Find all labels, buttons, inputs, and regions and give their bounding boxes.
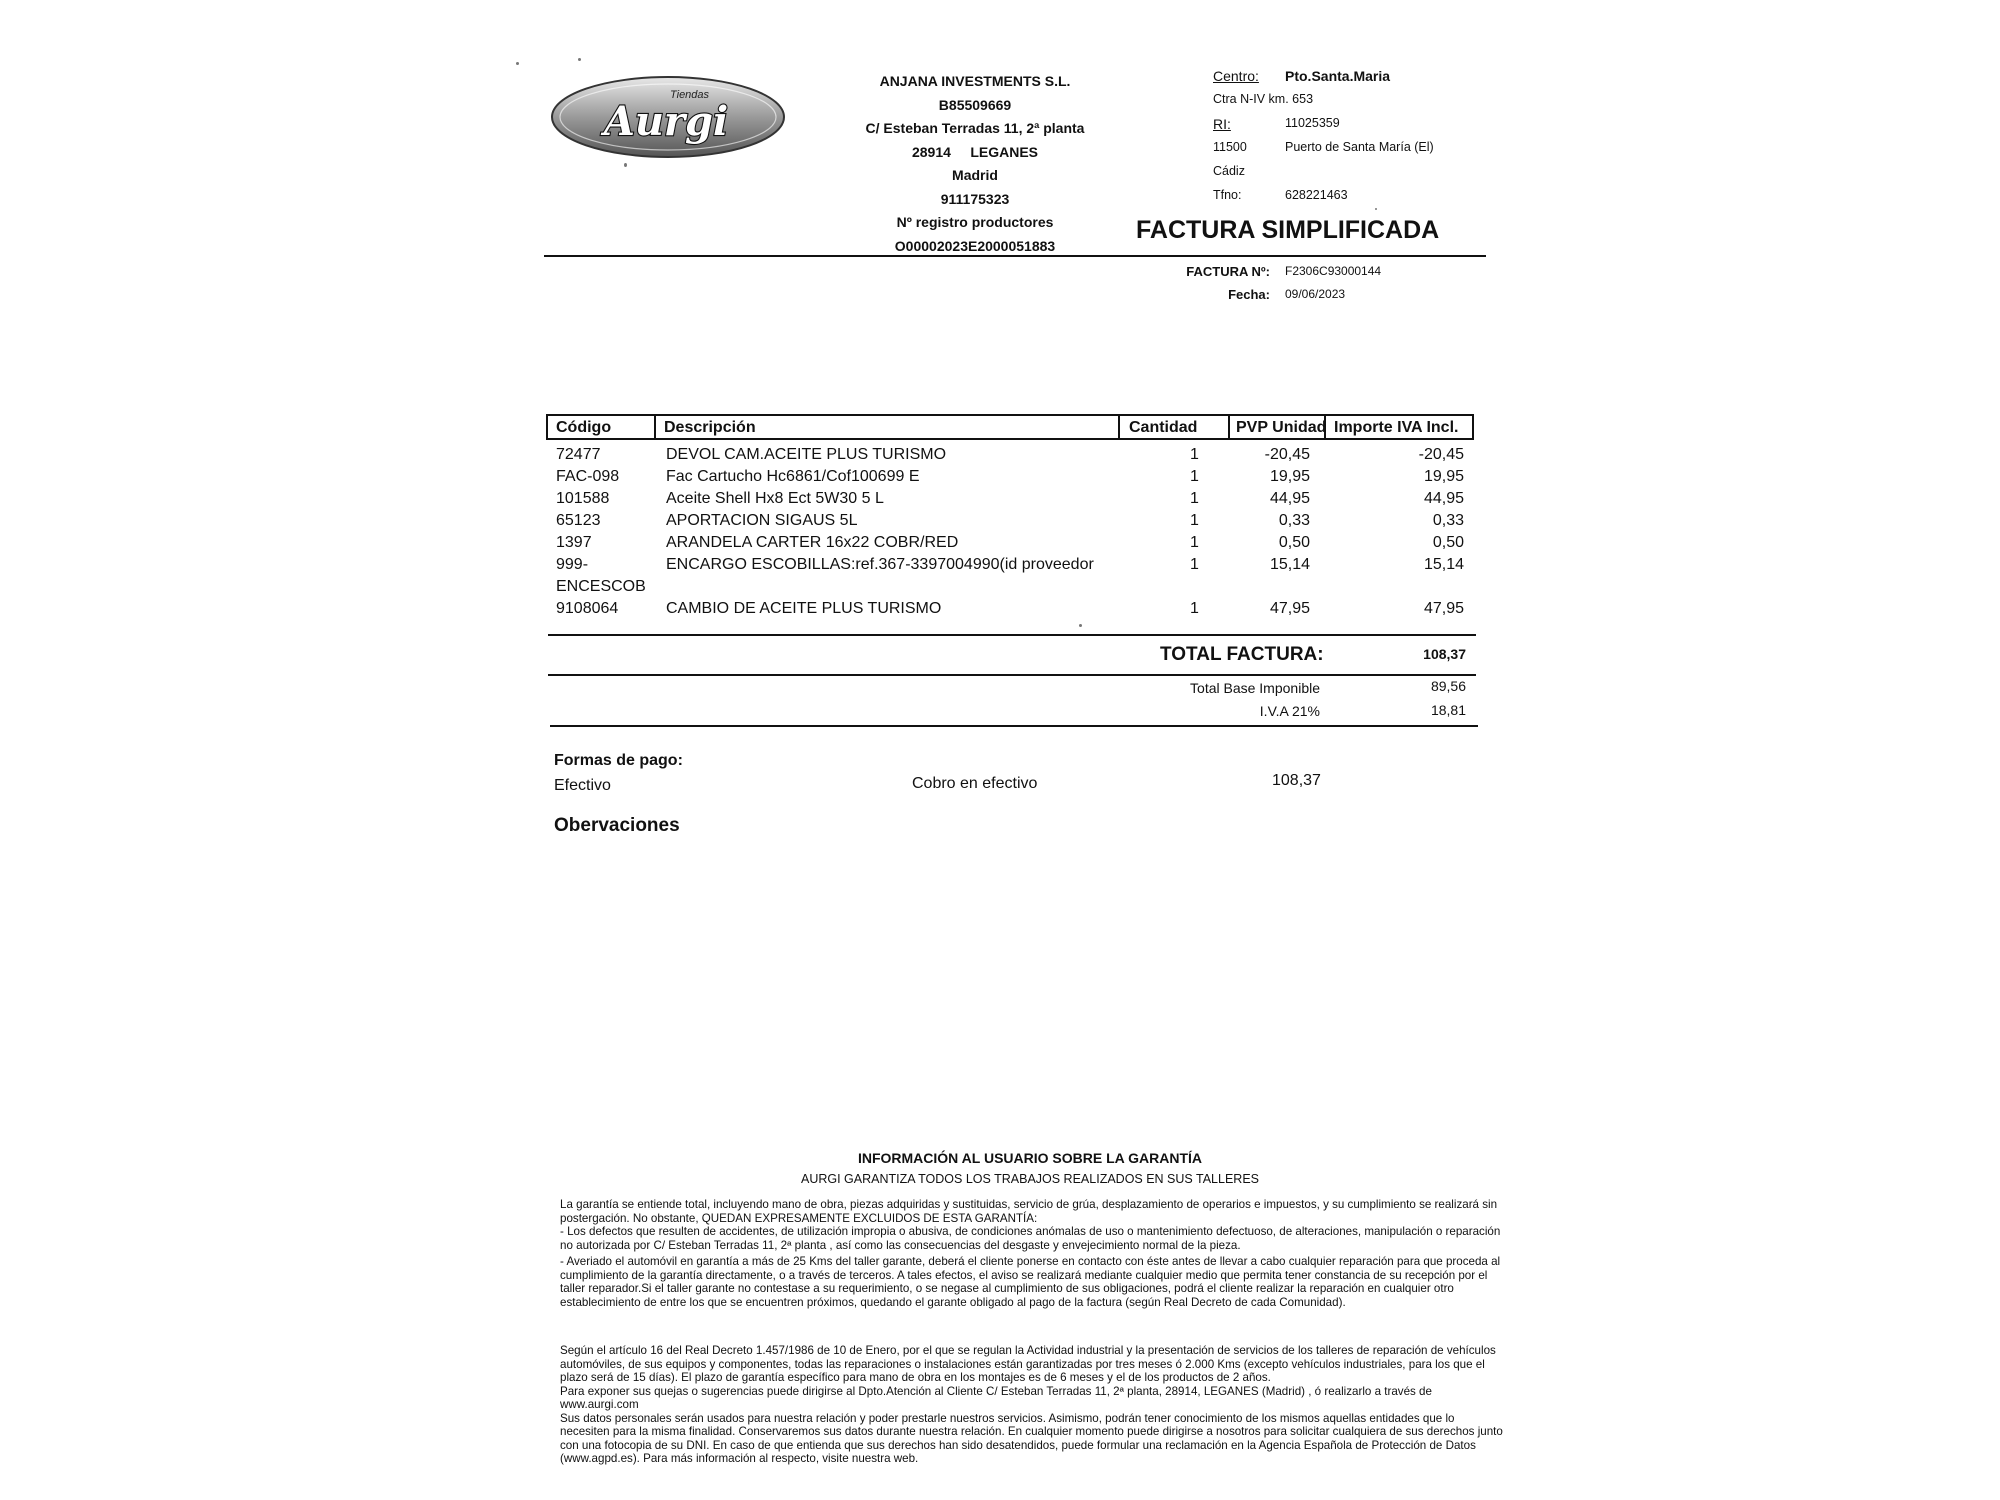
header-description: Descripción xyxy=(664,419,756,436)
centre-road: Ctra N-IV km. 653 xyxy=(1213,92,1314,106)
registry-number: O00002023E2000051883 xyxy=(894,237,1056,254)
row-description: ENCARGO ESCOBILLAS:ref.367-3397004990(id proveedor xyxy=(666,556,1094,573)
row-code: 65123 xyxy=(556,512,601,529)
observations-title: Obervaciones xyxy=(554,815,680,836)
ri-label: RI: xyxy=(1213,116,1231,132)
row-code: 9108064 xyxy=(556,600,619,617)
guarantee-subtitle: AURGI GARANTIZA TODOS LOS TRABAJOS REALIZADOS EN SUS TALLERES xyxy=(801,1172,1259,1186)
table-row xyxy=(546,578,1474,600)
document-title: FACTURA SIMPLIFICADA xyxy=(1136,216,1440,244)
scan-speck xyxy=(1079,624,1082,627)
table-border xyxy=(546,414,548,438)
guarantee-paragraph: - Averiado el automóvil en garantía a más de 25 Kms del taller garante, deberá el cliente ponerse en contacto con éste antes de llevar a cabo cualquier reparación para que proceda al cumplimiento de la garantía directamente, o a través de terceros. A tales efectos, el aviso se realizará mediante cualquier medio que permita tener constancia de su recepción por el taller reparador.Si el taller garante no contestase a su requerimiento, o se negase al cumplimiento de sus obligaciones, podrá el cliente realizar la reparación en cualquier otro establecimiento de entre los que se encuentren próximos, quedando el garante obligado al pago de la factura (según Real Decreto de cada Comunidad). xyxy=(560,1255,1501,1309)
row-description: Aceite Shell Hx8 Ect 5W30 5 L xyxy=(666,490,884,507)
table-row xyxy=(546,556,1474,578)
row-quantity: 1 xyxy=(1190,512,1199,529)
header-amount: Importe IVA Incl. xyxy=(1334,419,1459,436)
table-header-line xyxy=(546,438,1474,440)
row-description: DEVOL CAM.ACEITE PLUS TURISMO xyxy=(666,446,947,463)
vat-value: 18,81 xyxy=(1430,702,1466,718)
guarantee-text xyxy=(560,1198,1505,1309)
row-unit-price: 0,50 xyxy=(1278,534,1310,551)
row-amount: 15,14 xyxy=(1423,556,1464,573)
row-quantity: 1 xyxy=(1190,490,1199,507)
scan-speck xyxy=(624,163,627,167)
row-amount: 47,95 xyxy=(1423,600,1464,617)
row-description: Fac Cartucho Hc6861/Cof100699 E xyxy=(666,468,920,485)
payment-title: Formas de pago: xyxy=(554,752,683,769)
registry-label: Nº registro productores xyxy=(896,214,1054,230)
row-code: 72477 xyxy=(556,446,601,463)
aurgi-logo xyxy=(548,72,788,162)
centre-value: Pto.Santa.Maria xyxy=(1285,68,1391,84)
invoice-date: 09/06/2023 xyxy=(1285,287,1346,301)
table-row xyxy=(546,512,1474,534)
row-amount: -20,45 xyxy=(1418,446,1464,463)
guarantee-paragraph: La garantía se entiende total, incluyendo mano de obra, piezas adquiridas y sustituidas, servicio de grúa, desplazamiento de operarios e impuestos, y su cumplimiento se realizará sin postergación. No obstante, QUEDAN EXPRESAMENTE EXCLUIDOS DE ESTA GARANTÍA: xyxy=(560,1198,1498,1225)
table-border xyxy=(1228,414,1230,438)
row-amount: 19,95 xyxy=(1423,468,1464,485)
row-description: CAMBIO DE ACEITE PLUS TURISMO xyxy=(666,600,942,617)
table-row xyxy=(546,446,1474,468)
company-phone: 911175323 xyxy=(940,190,1010,207)
header-unit-price: PVP Unidad xyxy=(1236,419,1327,436)
company-address: C/ Esteban Terradas 11, 2ª planta xyxy=(865,120,1085,136)
row-code: FAC-098 xyxy=(556,468,620,485)
guarantee-legal-text xyxy=(560,1344,1505,1466)
row-quantity: 1 xyxy=(1190,556,1199,573)
row-quantity: 1 xyxy=(1190,468,1199,485)
date-label: Fecha: xyxy=(1228,287,1270,302)
phone-value: 628221463 xyxy=(1285,188,1348,202)
row-description: ARANDELA CARTER 16x22 COBR/RED xyxy=(666,534,959,551)
invoice-number: F2306C93000144 xyxy=(1285,264,1382,278)
scan-speck xyxy=(516,62,519,65)
row-code: 101588 xyxy=(556,490,610,507)
vat-label: I.V.A 21% xyxy=(1259,703,1320,719)
row-amount: 44,95 xyxy=(1423,490,1464,507)
table-border xyxy=(1472,414,1474,438)
row-unit-price: 44,95 xyxy=(1269,490,1310,507)
company-postal-city: 28914 LEGANES xyxy=(911,143,1039,160)
header-code: Código xyxy=(556,419,612,436)
row-code: ENCESCOB xyxy=(556,578,646,595)
row-code: 1397 xyxy=(556,534,592,551)
logo-text: Aurgi xyxy=(603,98,729,145)
row-quantity: 1 xyxy=(1190,600,1199,617)
payment-method: Efectivo xyxy=(554,777,611,794)
centre-postal-code: 11500 xyxy=(1213,140,1247,154)
base-value: 89,56 xyxy=(1430,678,1466,694)
totals-top-line xyxy=(548,634,1476,636)
row-unit-price: -20,45 xyxy=(1264,446,1310,463)
total-value: 108,37 xyxy=(1423,646,1466,662)
company-info xyxy=(790,70,1160,258)
company-province: Madrid xyxy=(952,167,998,183)
table-row xyxy=(546,490,1474,512)
centre-city: Puerto de Santa María (El) xyxy=(1285,140,1434,154)
header-quantity: Cantidad xyxy=(1129,419,1198,436)
guarantee-paragraph: Para exponer sus quejas o sugerencias puede dirigirse al Dpto.Atención al Cliente C/ Esteban Terradas 11, 2ª planta, 28914, LEGANES (Madrid) , ó realizarlo a través de www.aurgi.com xyxy=(560,1384,1432,1411)
phone-label: Tfno: xyxy=(1213,188,1242,202)
row-unit-price: 47,95 xyxy=(1269,600,1310,617)
table-row xyxy=(546,600,1474,622)
table-row xyxy=(546,534,1474,556)
company-name: ANJANA INVESTMENTS S.L. xyxy=(879,73,1071,89)
guarantee-paragraph: Sus datos personales serán usados para nuestra relación y poder prestarle nuestros servicios. Asimismo, podrán tener conocimiento de los mismos aquellas entidades que lo necesiten para la misma finalidad. Conservaremos sus datos durante nuestra relación. En cualquier momento puede dirigirse a nosotros para solicitar cualquiera de sus derechos junto con una fotocopia de su DNI. En caso de que entienda que sus derechos han sido desatendidos, puede formular una reclamación en la Agencia Española de Protección de Datos (www.agpd.es). Para más información al respecto, visite nuestra web. xyxy=(560,1411,1503,1465)
row-unit-price: 0,33 xyxy=(1278,512,1310,529)
summary-bottom-line xyxy=(550,725,1478,727)
centre-label: Centro: xyxy=(1213,68,1259,84)
table-row xyxy=(546,468,1474,490)
company-cif: B85509669 xyxy=(938,96,1012,113)
payment-amount: 108,37 xyxy=(1272,772,1321,789)
guarantee-paragraph: - Los defectos que resulten de accidentes, de utilización impropia o abusiva, de condiciones anómalas de uso o mantenimiento defectuoso, de alteraciones, manipulación o reparación no autorizada por C/ Esteban Terradas 11, 2ª planta , así como las consecuencias del desgaste y envejecimiento normal de la pieza. xyxy=(560,1225,1501,1252)
row-amount: 0,33 xyxy=(1432,512,1464,529)
payment-description: Cobro en efectivo xyxy=(912,775,1038,792)
scan-speck xyxy=(1375,208,1377,210)
invoice-number-label: FACTURA Nº: xyxy=(1186,264,1270,279)
base-label: Total Base Imponible xyxy=(1190,680,1320,696)
table-border xyxy=(1118,414,1120,438)
row-amount: 0,50 xyxy=(1432,534,1464,551)
scan-speck xyxy=(578,58,581,61)
row-quantity: 1 xyxy=(1190,534,1199,551)
row-quantity: 1 xyxy=(1190,446,1199,463)
ri-value: 11025359 xyxy=(1285,116,1340,130)
guarantee-paragraph: Según el artículo 16 del Real Decreto 1.457/1986 de 10 de Enero, por el que se regulan la Actividad industrial y la presentación de servicios de los talleres de reparación de vehículos automóviles, de sus equipos y componentes, todas las reparaciones o instalaciones están garantizadas por tres meses ó 2.000 Kms (excepto vehículos industriales, para los que el plazo será de 15 días). El plazo de garantía específico para mano de obra en los montajes es de 6 meses y el de los productos de 2 años. xyxy=(560,1344,1496,1384)
row-description: APORTACION SIGAUS 5L xyxy=(666,512,858,529)
totals-bottom-line xyxy=(548,674,1476,676)
total-label: TOTAL FACTURA: xyxy=(1160,644,1324,665)
row-unit-price: 19,95 xyxy=(1269,468,1310,485)
guarantee-title: INFORMACIÓN AL USUARIO SOBRE LA GARANTÍA xyxy=(857,1150,1203,1166)
header-divider xyxy=(544,255,1486,257)
row-code: 999- xyxy=(556,556,589,573)
row-unit-price: 15,14 xyxy=(1269,556,1310,573)
logo-small-text: Tiendas xyxy=(670,89,710,101)
table-border xyxy=(654,414,656,438)
centre-province: Cádiz xyxy=(1213,164,1245,178)
